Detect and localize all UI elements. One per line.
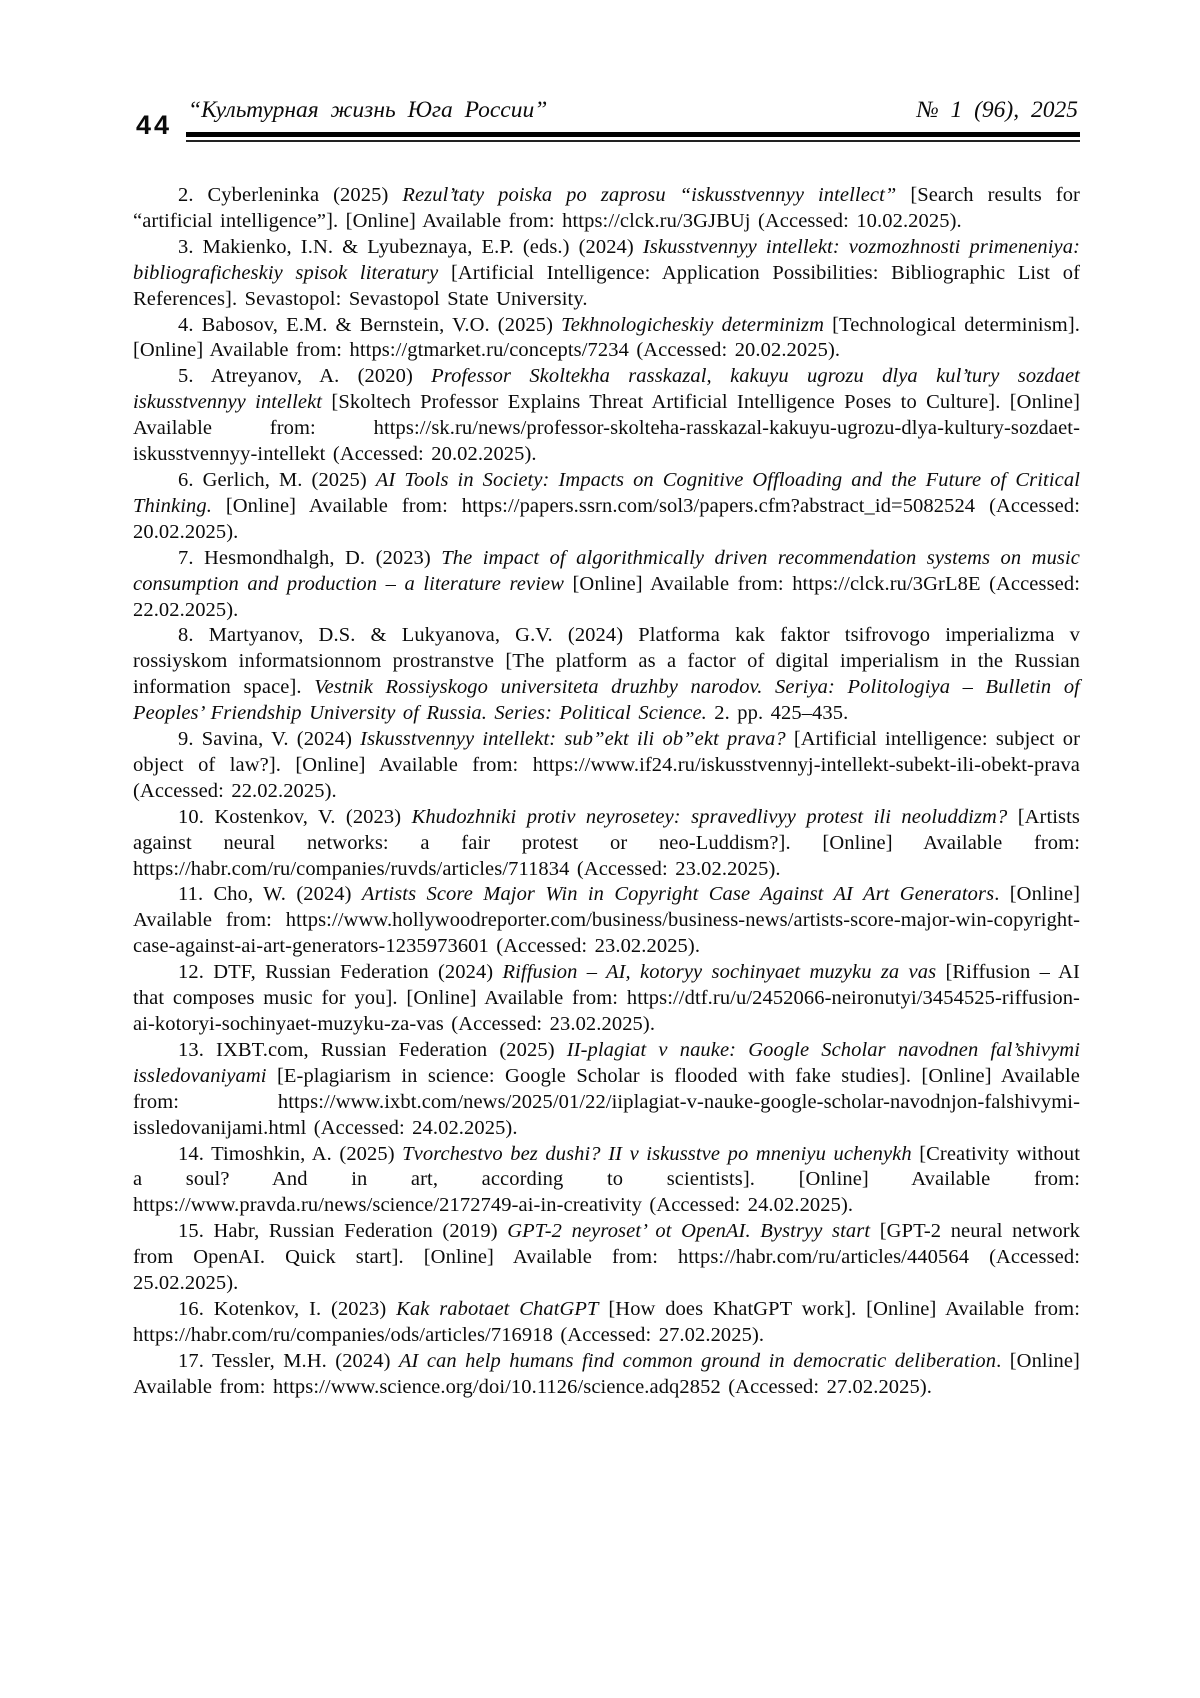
reference-text: IXBT.com, Russian Federation (2025)	[216, 1038, 567, 1061]
reference-text: [How does KhatGPT work]. [Online] Available from: https://habr.com/ru/companies/ods/articles/716918 (Accessed: 27.02.2025).	[133, 1297, 1080, 1346]
reference-number: 9.	[178, 728, 202, 751]
running-head	[186, 99, 1080, 132]
reference-number: 7.	[178, 546, 205, 569]
reference-number: 17.	[178, 1349, 212, 1372]
references-list	[133, 183, 1080, 1401]
reference-text: Martyanov, D.S. & Lukyanova, G.V. (2024) Platforma kak faktor tsifrovogo imperializma v rossiyskom informatsionnom prostranstve [The platform as a factor of digital imperialism in the Russian information space].	[133, 624, 1081, 699]
reference-text: [Online] Available from: https://clck.ru/3GrL8E (Accessed: 22.02.2025).	[133, 572, 1080, 621]
reference-text: [Search results for “artificial intelligence”]. [Online] Available from: https://clck.ru/3GJBUj (Accessed: 10.02.2025).	[133, 184, 1080, 232]
reference-title: II-plagiat v nauke: Google Scholar navodnen fal’shivymi issledovaniyami	[133, 1038, 1080, 1087]
reference-title: Artists Score Major Win in Copyright Case Against AI Art Generators	[361, 883, 995, 906]
reference-text: 2. pp. 425–435.	[706, 702, 849, 725]
reference-item	[133, 882, 1080, 960]
reference-title: Kak rabotaet ChatGPT	[396, 1297, 599, 1320]
reference-number: 6.	[178, 468, 203, 491]
reference-number: 11.	[178, 883, 214, 906]
reference-item	[133, 727, 1080, 805]
reference-title: AI Tools in Society: Impacts on Cognitive Offloading and the Future of Critical Thinking.	[133, 468, 1080, 517]
reference-text: Kostenkov, V. (2023)	[214, 805, 412, 828]
reference-title: Tekhnologicheskiy determinizm	[561, 313, 825, 336]
header-rule	[186, 132, 1080, 142]
reference-number: 13.	[178, 1038, 217, 1061]
reference-item	[133, 1142, 1080, 1220]
reference-text: [Creativity without a soul? And in art, according to scientists]. [Online] Available from: https://www.pravda.ru/news/science/2172749-ai-in-creativity (Accessed: 24.02.2025).	[133, 1142, 1080, 1217]
reference-item	[133, 235, 1080, 313]
reference-number: 4.	[178, 313, 202, 336]
reference-text: Kotenkov, I. (2023)	[213, 1297, 397, 1320]
reference-number: 15.	[178, 1220, 214, 1243]
reference-text: Cyberleninka (2025)	[207, 184, 403, 206]
reference-number: 12.	[178, 961, 214, 984]
page-number: 44	[136, 110, 173, 140]
reference-text: Tessler, M.H. (2024)	[211, 1349, 399, 1372]
reference-text: Timoshkin, A. (2025)	[211, 1142, 403, 1165]
reference-text: [Artists against neural networks: a fair protest or neo-Luddism?]. [Online] Available from: https://habr.com/ru/companies/ruvds/articles/711834 (Accessed: 23.02.2025).	[133, 805, 1081, 880]
reference-text: Hesmondhalgh, D. (2023)	[204, 546, 442, 569]
reference-text: Savina, V. (2024)	[201, 728, 361, 751]
reference-item	[133, 313, 1080, 365]
reference-title: Vestnik Rossiyskogo universiteta druzhby narodov. Seriya: Politologiya – Bulletin of Peoples’ Friendship University of Russia. Series: Political Science.	[133, 676, 1080, 725]
reference-title: AI can help humans find common ground in democratic deliberation	[398, 1349, 997, 1372]
reference-title: Rezul’taty poiska po zaprosu “iskusstvennyy intellect”	[402, 184, 897, 206]
reference-text: [Artificial intelligence: subject or object of law?]. [Online] Available from: https://www.if24.ru/iskusstvennyj-intellekt-subekt-ili-obekt-prava (Accessed: 22.02.2025).	[133, 728, 1081, 802]
reference-number: 14.	[178, 1142, 212, 1165]
reference-item	[133, 623, 1080, 727]
reference-text: Makienko, I.N. & Lyubeznaya, E.P. (eds.) (2024)	[202, 235, 643, 258]
page-header	[186, 99, 1080, 142]
reference-item	[133, 960, 1080, 1038]
reference-title: Khudozhniki protiv neyrosetey: spravedlivyy protest ili neoluddizm?	[411, 805, 1008, 828]
reference-item	[133, 1038, 1080, 1142]
reference-item	[133, 546, 1080, 624]
reference-title: Riffusion – AI, kotoryy sochinyaet muzyku za vas	[502, 961, 937, 984]
reference-item	[133, 183, 1080, 235]
reference-number: 16.	[178, 1297, 214, 1320]
reference-item	[133, 468, 1080, 546]
reference-text: Cho, W. (2024)	[213, 883, 362, 906]
reference-text: . [Online] Available from: https://www.hollywoodreporter.com/business/business-news/artists-score-major-win-copyright-case-against-ai-art-generators-1235973601 (Accessed: 23.02.2025).	[133, 883, 1081, 958]
reference-number: 10.	[178, 805, 215, 828]
reference-text: [Skoltech Professor Explains Threat Artificial Intelligence Poses to Culture]. [Online] Available from: https://sk.ru/news/professor-skolteha-rasskazal-kakuyu-ugrozu-dlya-kultury-sozdaet-iskusstvennyy-intellekt (Accessed: 20.02.2025).	[133, 391, 1080, 466]
reference-text: Gerlich, M. (2025)	[202, 468, 376, 491]
reference-item	[133, 1297, 1080, 1349]
reference-item	[133, 1349, 1080, 1401]
reference-text: [Online] Available from: https://papers.ssrn.com/sol3/papers.cfm?abstract_id=5082524 (Accessed: 20.02.2025).	[133, 494, 1080, 543]
reference-text: [Riffusion – AI that composes music for you]. [Online] Available from: https://dtf.ru/u/2452066-neironutyi/3454525-riffusion-ai-kotoryi-sochinyaet-muzyku-za-vas (Accessed: 23.02.2025).	[133, 961, 1080, 1035]
reference-text: . [Online] Available from: https://www.science.org/doi/10.1126/science.adq2852 (Accessed: 27.02.2025).	[133, 1349, 1080, 1398]
reference-text: Habr, Russian Federation (2019)	[213, 1220, 508, 1243]
reference-text: [E-plagiarism in science: Google Scholar is flooded with fake studies]. [Online] Available from: https://www.ixbt.com/news/2025/01/22/iiplagiat-v-nauke-google-scholar-navodnjon-falshivymi-issledovanijami.html (Accessed: 24.02.2025).	[133, 1064, 1080, 1139]
reference-title: GPT-2 neyroset’ ot OpenAI. Bystryy start	[507, 1220, 871, 1243]
issue-label: № 1 (96), 2025	[916, 97, 1078, 123]
reference-text: DTF, Russian Federation (2024)	[213, 961, 503, 984]
reference-title: The impact of algorithmically driven recommendation systems on music consumption and production – a literature review	[133, 546, 1080, 595]
reference-title: Professor Skoltekha rasskazal, kakuyu ugrozu dlya kul’tury sozdaet iskusstvennyy intellekt	[133, 365, 1080, 414]
reference-text: Atreyanov, A. (2020)	[210, 365, 432, 388]
reference-item	[133, 364, 1080, 468]
reference-text: [GPT-2 neural network from OpenAI. Quick start]. [Online] Available from: https://habr.com/ru/articles/440564 (Accessed: 25.02.2025).	[133, 1220, 1080, 1295]
journal-title: “Культурная жизнь Юга России”	[188, 97, 548, 123]
reference-title: Iskusstvennyy intellekt: vozmozhnosti primeneniya: bibliograficheskiy spisok literatury	[133, 235, 1081, 284]
reference-title: Tvorchestvo bez dushi? II v iskusstve po mneniyu uchenykh	[402, 1142, 912, 1165]
reference-text: [Technological determinism]. [Online] Available from: https://gtmarket.ru/concepts/7234 (Accessed: 20.02.2025).	[133, 313, 1080, 362]
reference-number: 2.	[178, 184, 208, 206]
reference-text: Babosov, E.M. & Bernstein, V.O. (2025)	[201, 313, 562, 336]
reference-text: [Artificial Intelligence: Application Possibilities: Bibliographic List of References]. Sevastopol: Sevastopol State University.	[133, 261, 1080, 310]
reference-number: 5.	[178, 365, 211, 388]
reference-number: 3.	[178, 235, 203, 258]
reference-number: 8.	[178, 624, 209, 647]
reference-item	[133, 805, 1080, 883]
reference-title: Iskusstvennyy intellekt: sub”ekt ili ob”ekt prava?	[360, 728, 786, 751]
reference-item	[133, 1219, 1080, 1297]
